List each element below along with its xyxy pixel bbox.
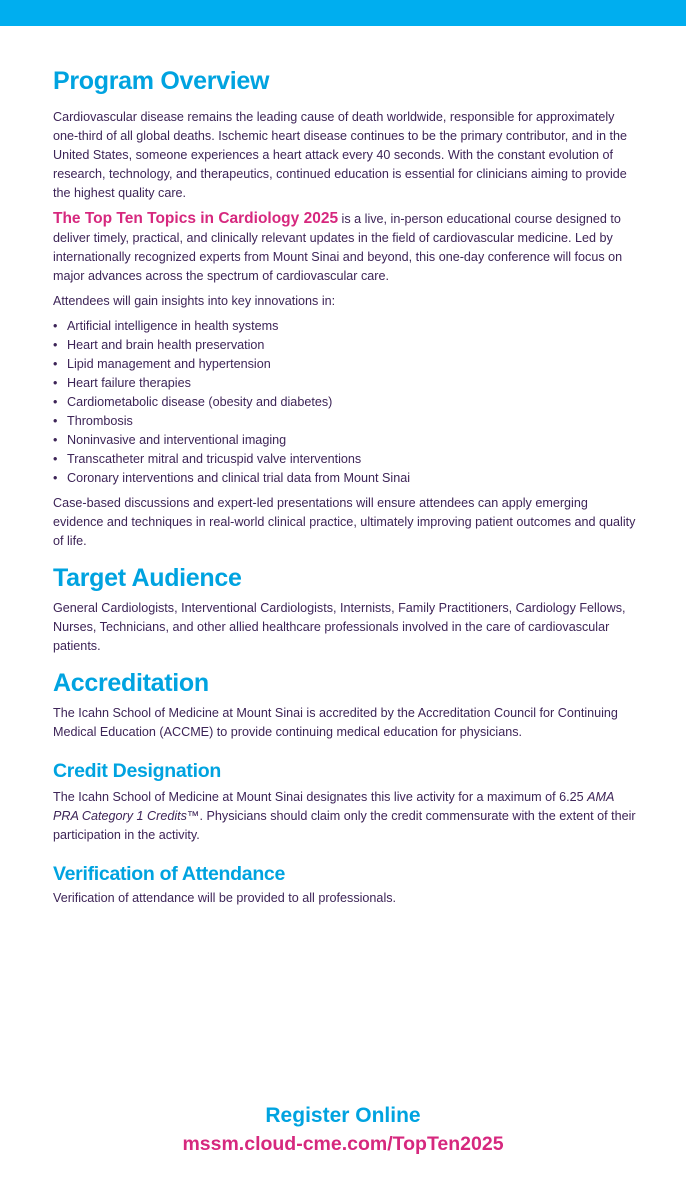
bullet-icon: • (53, 414, 58, 428)
program-overview-closing: Case-based discussions and expert-led presentations will ensure attendees can apply emerging evidence and techniques in real-world clinical practice, ultimately improving patient outcomes and quality of life. (53, 496, 636, 548)
bullet-icon: • (53, 433, 58, 447)
course-description: is a live, in-person educational course designed to deliver timely, practical, and clinically relevant updates in the field of cardiovascular medicine. Led by internationally recognized experts from Mount Sinai and beyond, this one-day conference will focus on major advances across the spectrum of cardiovascular care. (53, 212, 623, 283)
list-item-text: Lipid management and hypertension (67, 357, 271, 371)
credit-text-before: The Icahn School of Medicine at Mount Sinai designates this live activity for a maximum of 6.25 (53, 790, 588, 804)
verification-title: Verification of Attendance (53, 863, 286, 885)
bullet-icon: • (53, 319, 58, 333)
list-item (53, 393, 639, 412)
list-item-text: Transcatheter mitral and tricuspid valve interventions (67, 452, 362, 466)
list-item (53, 317, 639, 336)
target-audience-title: Target Audience (53, 564, 242, 592)
top-banner-bar (0, 0, 686, 26)
course-name: The Top Ten Topics in Cardiology 2025 (53, 210, 339, 227)
bullet-icon: • (53, 395, 58, 409)
program-overview-title: Program Overview (53, 67, 270, 95)
list-item-text: Coronary interventions and clinical trial data from Mount Sinai (67, 471, 410, 485)
bullet-icon: • (53, 338, 58, 352)
accreditation-text: The Icahn School of Medicine at Mount Sinai is accredited by the Accreditation Council for Continuing Medical Education (ACCME) to provide continuing medical education for physicians. (53, 706, 618, 739)
list-item (53, 469, 639, 488)
bullet-icon: • (53, 452, 58, 466)
brochure-content (53, 64, 639, 908)
credit-text-after: . Physicians should claim only the credit commensurate with the extent of their participation in the activity. (53, 809, 636, 842)
list-item-text: Artificial intelligence in health systems (67, 319, 279, 333)
insights-intro: Attendees will gain insights into key innovations in: (53, 294, 336, 308)
list-item (53, 336, 639, 355)
credit-designation-title: Credit Designation (53, 760, 221, 782)
register-url-link[interactable]: mssm.cloud-cme.com/TopTen2025 (182, 1133, 504, 1155)
list-item-text: Thrombosis (67, 414, 133, 428)
credit-name: AMA PRA Category 1 Credits™ (53, 790, 614, 823)
list-item (53, 374, 639, 393)
list-item-text: Heart and brain health preservation (67, 338, 265, 352)
bullet-icon: • (53, 357, 58, 371)
program-overview-intro: Cardiovascular disease remains the leading cause of death worldwide, responsible for approximately one-third of all global deaths. Ischemic heart disease continues to be the primary contributor, and in the United States, someone experiences a heart attack every 40 seconds. With the constant evolution of research, technology, and therapeutics, continued education is essential for clinicians aiming to provide the highest quality care. (53, 110, 628, 200)
verification-text: Verification of attendance will be provided to all professionals. (53, 891, 397, 905)
bullet-icon: • (53, 376, 58, 390)
accreditation-title: Accreditation (53, 669, 209, 697)
list-item-text: Noninvasive and interventional imaging (67, 433, 287, 447)
list-item (53, 412, 639, 431)
target-audience-text: General Cardiologists, Interventional Cardiologists, Internists, Family Practitioners, Cardiology Fellows, Nurses, Technicians, and other allied healthcare professionals involved in the care of cardiovascular patients. (53, 601, 626, 653)
target-audience-section (53, 561, 639, 656)
bullet-icon: • (53, 471, 58, 485)
list-item (53, 355, 639, 374)
credit-designation-text (53, 788, 639, 845)
verification-section (53, 861, 639, 908)
list-item (53, 450, 639, 469)
credit-designation-section (53, 758, 639, 845)
register-online-title: Register Online (265, 1104, 421, 1127)
accreditation-section (53, 666, 639, 742)
program-overview-section (53, 64, 639, 551)
list-item-text: Cardiometabolic disease (obesity and diabetes) (67, 395, 333, 409)
list-item (53, 431, 639, 450)
insights-list (53, 317, 639, 488)
list-item-text: Heart failure therapies (67, 376, 191, 390)
course-paragraph (53, 209, 639, 286)
